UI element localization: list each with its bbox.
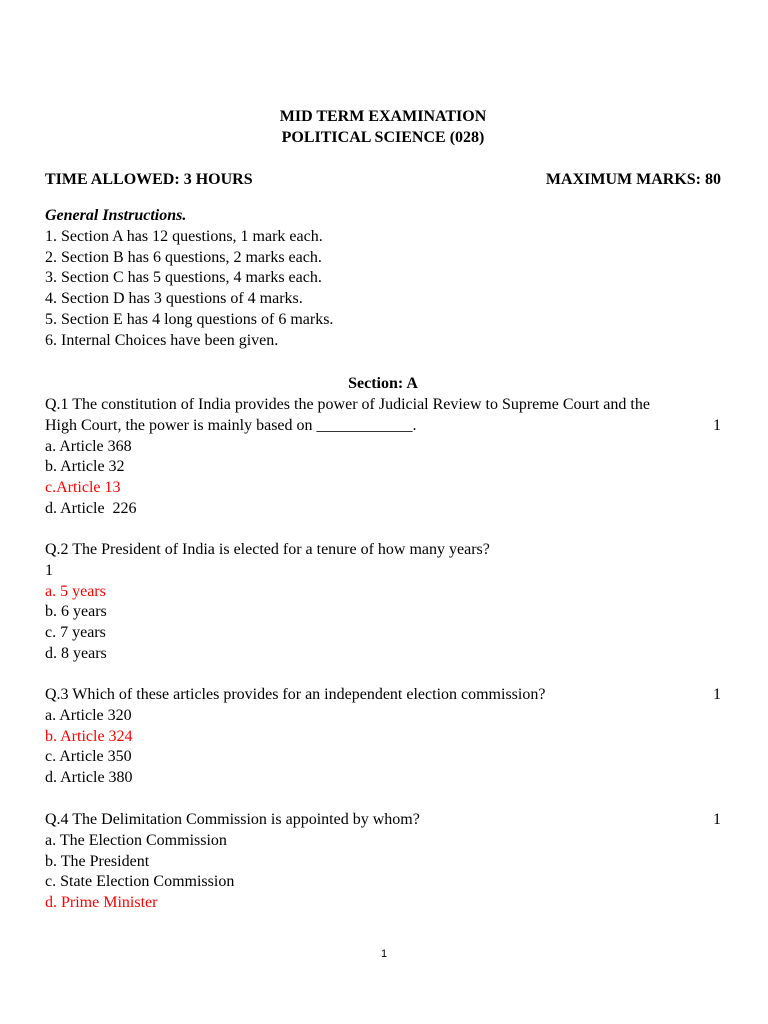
question-marks: 1: [713, 811, 721, 828]
question-text-row: [45, 810, 721, 831]
option-b: b. Article 32: [45, 458, 125, 476]
option-d-answer: d. Prime Minister: [45, 894, 158, 912]
question-text-row: [45, 416, 721, 437]
question-marks: 1: [45, 561, 53, 579]
option-b-answer: b. Article 324: [45, 727, 133, 745]
option-c: c. 7 years: [45, 624, 106, 642]
page-number: 1: [380, 948, 388, 960]
question-marks: 1: [713, 686, 721, 703]
exam-subject: POLITICAL SCIENCE (028): [281, 129, 485, 146]
question-text: Q.1 The constitution of India provides the power of Judicial Review to Supreme Court and the: [45, 396, 650, 413]
instruction-item: 6. Internal Choices have been given.: [45, 331, 279, 349]
exam-meta-row: [45, 169, 721, 190]
instructions-heading: General Instructions.: [45, 207, 187, 224]
option-d: d. 8 years: [45, 644, 107, 662]
option-a: a. The Election Commission: [45, 831, 227, 849]
question-text: Q.2 The President of India is elected for a tenure of how many years?: [45, 541, 490, 558]
exam-title: MID TERM EXAMINATION: [279, 108, 487, 125]
option-a-answer: a. 5 years: [45, 582, 106, 600]
time-allowed: TIME ALLOWED: 3 HOURS: [45, 171, 253, 188]
question-4: [45, 810, 721, 914]
general-instructions: [45, 206, 721, 352]
question-3: [45, 685, 721, 789]
question-2: [45, 540, 721, 665]
option-c-answer: c.Article 13: [45, 479, 121, 497]
instruction-item: 1. Section A has 12 questions, 1 mark each.: [45, 227, 323, 245]
question-text: Q.3 Which of these articles provides for an independent election commission?: [45, 686, 546, 703]
option-d: d. Article 380: [45, 769, 133, 787]
instruction-item: 3. Section C has 5 questions, 4 marks each.: [45, 269, 322, 287]
option-b: b. 6 years: [45, 603, 107, 621]
option-a: a. Article 368: [45, 437, 132, 455]
question-marks: 1: [713, 416, 721, 434]
instruction-item: 2. Section B has 6 questions, 2 marks each.: [45, 248, 322, 266]
exam-title-block: [45, 106, 721, 148]
option-c: c. State Election Commission: [45, 873, 235, 891]
option-c: c. Article 350: [45, 748, 132, 766]
maximum-marks: MAXIMUM MARKS: 80: [545, 171, 721, 188]
option-a: a. Article 320: [45, 706, 132, 724]
instruction-item: 5. Section E has 4 long questions of 6 marks.: [45, 310, 334, 328]
instruction-item: 4. Section D has 3 questions of 4 marks.: [45, 290, 303, 308]
question-text-row: [45, 685, 721, 706]
question-text: High Court, the power is mainly based on ____________.: [45, 416, 417, 434]
option-b: b. The President: [45, 852, 150, 870]
question-1: [45, 395, 721, 520]
section-heading: Section: A: [348, 375, 418, 392]
option-d: d. Article 226: [45, 499, 137, 517]
question-text: Q.4 The Delimitation Commission is appointed by whom?: [45, 811, 420, 828]
